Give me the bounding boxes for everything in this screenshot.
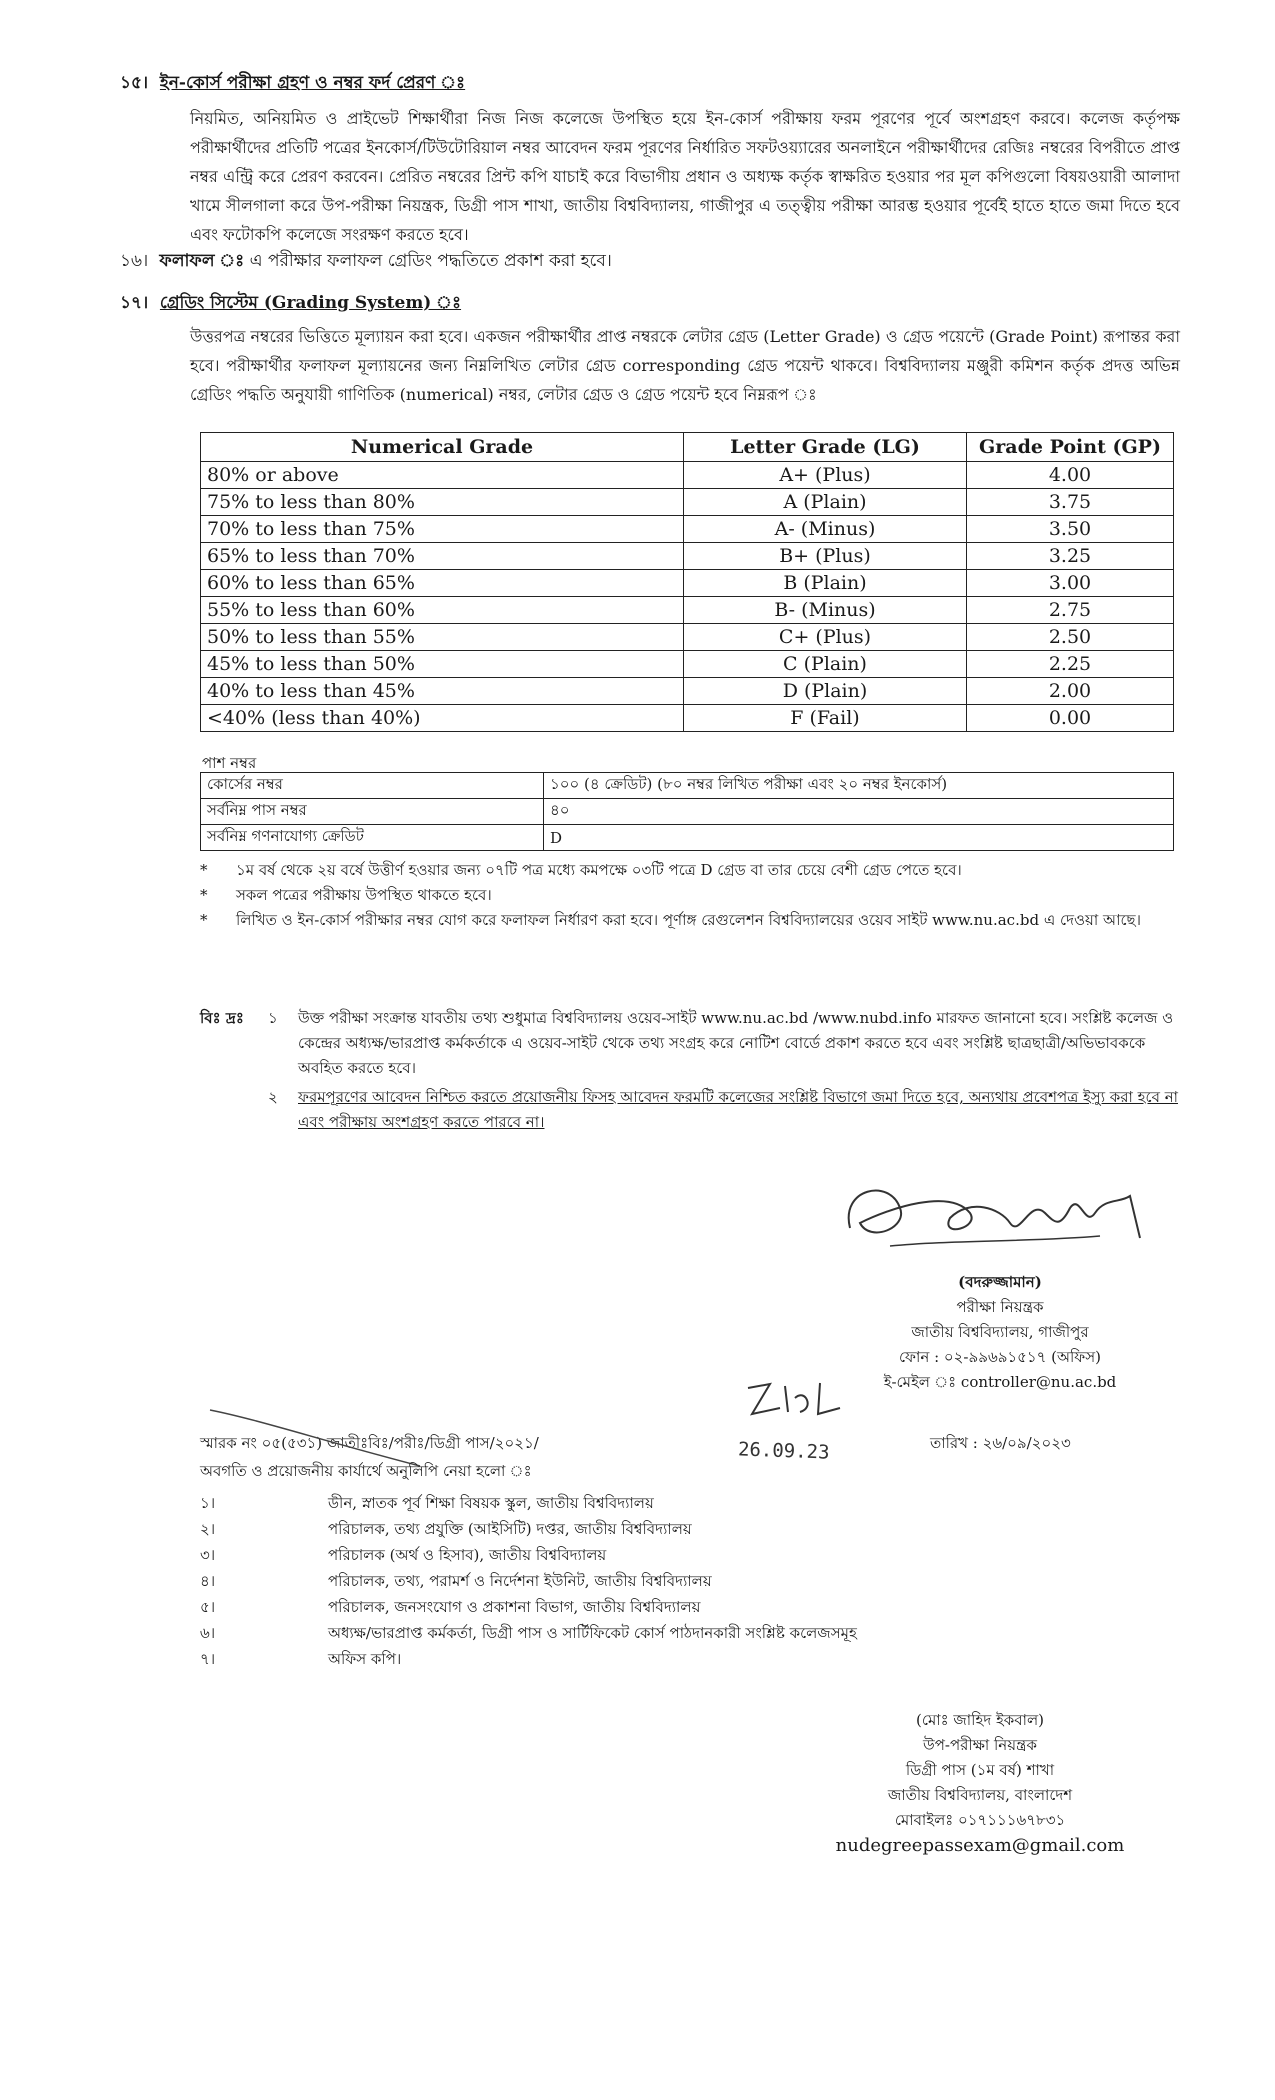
note-item [200, 858, 1180, 883]
grading-table [200, 432, 1174, 732]
cc-item-number: ৬। [200, 1624, 216, 1642]
table-row [201, 516, 1174, 543]
note-bullet: * [200, 911, 208, 929]
signatory-controller [800, 1270, 1160, 1395]
section-16-body: এ পরীক্ষার ফলাফল গ্রেডিং পদ্ধতিতে প্রকাশ করা হবে। [249, 251, 612, 271]
footnote [200, 1006, 1180, 1139]
cc-item-text: পরিচালক, তথ্য, পরামর্শ ও নির্দেশনা ইউনিট, জাতীয় বিশ্ববিদ্যালয় [328, 1572, 712, 1590]
note-text: ১ম বর্ষ থেকে ২য় বর্ষে উত্তীর্ণ হওয়ার জন্য ০৭টি পত্র মধ্যে কমপক্ষে ০৩টি পত্রে D গ্রেড বা তার চেয়ে বেশী গ্রেড পেতে হবে। [236, 861, 962, 879]
table-row [201, 705, 1174, 732]
cc-item-text: অফিস কপি। [328, 1650, 402, 1668]
footnote-item-text: ফরমপূরণের আবেদন নিশ্চিত করতে প্রয়োজনীয় ফিসহ আবেদন ফরমটি কলেজের সংশ্লিষ্ট বিভাগে জমা দিতে হবে, অন্যথায় প্রবেশপত্র ইস্যু করা হবে না এবং পরীক্ষায় অংশগ্রহণ করতে পারবে না। [298, 1088, 1178, 1131]
note-text: সকল পত্রের পরীক্ষায় উপস্থিত থাকতে হবে। [236, 886, 492, 904]
cc-list [200, 1490, 1100, 1672]
footnote-label: বিঃ দ্রঃ [200, 1009, 244, 1027]
numerical-grade-cell: 55% to less than 60% [201, 597, 684, 624]
section-16 [120, 248, 1180, 276]
numerical-grade-cell: 70% to less than 75% [201, 516, 684, 543]
grade-point-cell: 3.50 [967, 516, 1174, 543]
table-row [201, 489, 1174, 516]
table-row [201, 597, 1174, 624]
section-15-title: ইন-কোর্স পরীক্ষা গ্রহণ ও নম্বর ফর্দ প্রেরণ ঃ [159, 73, 466, 93]
handwritten-date: 26.09.23 [737, 1438, 830, 1464]
header-numerical-grade: Numerical Grade [201, 433, 684, 462]
section-16-number: ১৬। [120, 251, 149, 271]
cc-item [200, 1516, 1100, 1542]
letter-grade-cell: C (Plain) [684, 651, 967, 678]
cc-item-number: ৭। [200, 1650, 216, 1668]
deputy-branch: ডিগ্রী পাস (১ম বর্ষ) শাখা [905, 1761, 1055, 1779]
table-row [201, 462, 1174, 489]
letter-grade-cell: C+ (Plus) [684, 624, 967, 651]
footnote-item [268, 1085, 1180, 1135]
controller-email: ই-মেইল ঃ controller@nu.ac.bd [883, 1373, 1117, 1391]
pass-row [201, 825, 1174, 851]
pass-value-cell: ৪০ [544, 799, 1174, 825]
section-15-body: নিয়মিত, অনিয়মিত ও প্রাইভেট শিক্ষার্থীরা নিজ নিজ কলেজে উপস্থিত হয়ে ইন-কোর্স পরীক্ষায় ফরম পূরণের পূর্বে অংশগ্রহণ করবে। কলেজ কর্তৃপক্ষ পরীক্ষার্থীদের প্রতিটি পত্রের ইনকোর্স/টিউটোরিয়াল নম্বর আবেদন ফরম পূরণের নির্ধারিত সফটওয়্যারের অনলাইনে পরীক্ষার্থীদের রেজিঃ নম্বরের বিপরীতে প্রাপ্ত নম্বর এন্ট্রি করে প্রেরণ করবেন। প্রেরিত নম্বরের প্রিন্ট কপি যাচাই করে বিভাগীয় প্রধান ও অধ্যক্ষ কর্তৃক স্বাক্ষরিত হওয়ার পর মূল কপিগুলো বিষয়ওয়ারী আলাদা খামে সীলগালা করে উপ-পরীক্ষা নিয়ন্ত্রক, ডিগ্রী পাস শাখা, জাতীয় বিশ্ববিদ্যালয়, গাজীপুর এ তত্ত্বীয় পরীক্ষা আরম্ভ হওয়ার পূর্বেই হাতে হাতে জমা দিতে হবে এবং ফটোকপি কলেজে সংরক্ষণ করতে হবে। [190, 109, 1180, 244]
letter-grade-cell: F (Fail) [684, 705, 967, 732]
cc-heading: অবগতি ও প্রয়োজনীয় কার্যার্থে অনুলিপি নেয়া হলো ঃ [200, 1462, 532, 1480]
numerical-grade-cell: <40% (less than 40%) [201, 705, 684, 732]
grade-point-cell: 2.75 [967, 597, 1174, 624]
section-15-heading [120, 70, 1180, 98]
grade-point-cell: 3.75 [967, 489, 1174, 516]
deputy-org: জাতীয় বিশ্ববিদ্যালয়, বাংলাদেশ [887, 1786, 1073, 1804]
numerical-grade-cell: 65% to less than 70% [201, 543, 684, 570]
notes-list [200, 858, 1180, 933]
deputy-designation: উপ-পরীক্ষা নিয়ন্ত্রক [923, 1736, 1037, 1754]
footnote-item-text: উক্ত পরীক্ষা সংক্রান্ত যাবতীয় তথ্য শুধুমাত্র বিশ্ববিদ্যালয় ওয়েব-সাইট www.nu.ac.bd /www.nubd.info মারফত জানানো হবে। সংশ্লিষ্ট কলেজ ও কেন্দ্রের অধ্যক্ষ/ভারপ্রাপ্ত কর্মকর্তাকে এ ওয়েব-সাইট থেকে তথ্য সংগ্রহ করে নোটিশ বোর্ডে প্রকাশ করতে হবে এবং সংশ্লিষ্ট ছাত্রছাত্রী/অভিভাবককে অবহিত করতে হবে। [298, 1009, 1174, 1077]
header-letter-grade: Letter Grade (LG) [684, 433, 967, 462]
note-bullet: * [200, 886, 208, 904]
controller-designation: পরীক্ষা নিয়ন্ত্রক [956, 1298, 1044, 1316]
cc-item [200, 1646, 1100, 1672]
numerical-grade-cell: 50% to less than 55% [201, 624, 684, 651]
letter-grade-cell: B+ (Plus) [684, 543, 967, 570]
section-15 [120, 70, 1180, 249]
cc-item-text: পরিচালক (অর্থ ও হিসাব), জাতীয় বিশ্ববিদ্যালয় [328, 1546, 607, 1564]
memo-date: তারিখ : ২৬/০৯/২০২৩ [930, 1434, 1071, 1452]
grade-point-cell: 0.00 [967, 705, 1174, 732]
cc-item-text: পরিচালক, জনসংযোগ ও প্রকাশনা বিভাগ, জাতীয় বিশ্ববিদ্যালয় [328, 1598, 701, 1616]
cc-item [200, 1620, 1100, 1646]
grading-table-header [201, 433, 1174, 462]
initials-scribble [740, 1378, 850, 1428]
section-17-body: উত্তরপত্র নম্বরের ভিত্তিতে মূল্যায়ন করা হবে। একজন পরীক্ষার্থীর প্রাপ্ত নম্বরকে লেটার গ্রেড (Letter Grade) ও গ্রেড পয়েন্টে (Grade Point) রূপান্তর করা হবে। পরীক্ষার্থীর ফলাফল মূল্যায়নের জন্য নিম্নলিখিত লেটার গ্রেড corresponding গ্রেড পয়েন্ট থাকবে। বিশ্ববিদ্যালয় মঞ্জুরী কমিশন কর্তৃক প্রদত্ত অভিন্ন গ্রেডিং পদ্ধতি অনুযায়ী গাণিতিক (numerical) নম্বর, লেটার গ্রেড ও গ্রেড পয়েন্ট হবে নিম্নরূপ ঃ [190, 327, 1180, 404]
section-16-heading [120, 248, 1180, 276]
table-row [201, 651, 1174, 678]
controller-phone: ফোন : ০২-৯৯৬৯১৫১৭ (অফিস) [898, 1348, 1102, 1366]
letter-grade-cell: D (Plain) [684, 678, 967, 705]
section-17-heading [120, 290, 1180, 318]
cc-item-number: ৫। [200, 1598, 216, 1616]
section-16-title: ফলাফল ঃ [159, 251, 245, 271]
signatory-deputy [780, 1708, 1180, 1858]
pass-value-cell: ১০০ (৪ ক্রেডিট) (৮০ নম্বর লিখিত পরীক্ষা এবং ২০ নম্বর ইনকোর্স) [544, 773, 1174, 799]
numerical-grade-cell: 75% to less than 80% [201, 489, 684, 516]
footnote-item-number: ১ [268, 1009, 278, 1027]
pass-row [201, 773, 1174, 799]
cc-item [200, 1568, 1100, 1594]
memo-reference: স্মারক নং ০৫(৫৩১) জাতীঃবিঃ/পরীঃ/ডিগ্রী পাস/২০২১/ [200, 1434, 539, 1452]
pass-label-cell: সর্বনিম্ন গণনাযোগ্য ক্রেডিট [201, 825, 544, 851]
note-text: লিখিত ও ইন-কোর্স পরীক্ষার নম্বর যোগ করে ফলাফল নির্ধারণ করা হবে। পূর্ণাঙ্গ রেগুলেশন বিশ্ববিদ্যালয়ের ওয়েব সাইট www.nu.ac.bd এ দেওয়া আছে। [236, 911, 1141, 929]
section-17-title: গ্রেডিং সিস্টেম (Grading System) ঃ [159, 293, 462, 313]
controller-org: জাতীয় বিশ্ববিদ্যালয়, গাজীপুর [911, 1323, 1089, 1341]
letter-grade-cell: A+ (Plus) [684, 462, 967, 489]
footnote-item [268, 1006, 1180, 1081]
table-row [201, 543, 1174, 570]
grade-point-cell: 2.50 [967, 624, 1174, 651]
pass-marks-label: পাশ নম্বর [202, 754, 257, 772]
note-bullet: * [200, 861, 208, 879]
table-row [201, 624, 1174, 651]
table-row [201, 570, 1174, 597]
cc-item [200, 1490, 1100, 1516]
letter-grade-cell: B (Plain) [684, 570, 967, 597]
numerical-grade-cell: 45% to less than 50% [201, 651, 684, 678]
grade-point-cell: 4.00 [967, 462, 1174, 489]
cc-item-number: ৩। [200, 1546, 216, 1564]
controller-name: (বদরুজ্জামান) [958, 1273, 1042, 1291]
footnote-item-number: ২ [268, 1088, 278, 1106]
cc-item [200, 1542, 1100, 1568]
deputy-mobile: মোবাইলঃ ০১৭১১১৬৭৮৩১ [894, 1811, 1066, 1829]
pass-value-cell: D [544, 825, 1174, 851]
deputy-email: nudegreepassexam@gmail.com [835, 1835, 1125, 1856]
pass-label-cell: কোর্সের নম্বর [201, 773, 544, 799]
pass-label-cell: সর্বনিম্ন পাস নম্বর [201, 799, 544, 825]
numerical-grade-cell: 60% to less than 65% [201, 570, 684, 597]
header-grade-point: Grade Point (GP) [967, 433, 1174, 462]
numerical-grade-cell: 40% to less than 45% [201, 678, 684, 705]
table-row [201, 678, 1174, 705]
grade-point-cell: 2.25 [967, 651, 1174, 678]
cc-item-number: ১। [200, 1494, 216, 1512]
cc-item-number: ২। [200, 1520, 216, 1538]
section-15-number: ১৫। [120, 73, 149, 93]
pass-row [201, 799, 1174, 825]
cc-item-text: পরিচালক, তথ্য প্রযুক্তি (আইসিটি) দপ্তর, জাতীয় বিশ্ববিদ্যালয় [328, 1520, 692, 1538]
cc-item [200, 1594, 1100, 1620]
letter-grade-cell: A (Plain) [684, 489, 967, 516]
pass-marks-table [200, 772, 1174, 851]
cc-item-text: অধ্যক্ষ/ভারপ্রাপ্ত কর্মকর্তা, ডিগ্রী পাস ও সার্টিফিকেট কোর্স পাঠদানকারী সংশ্লিষ্ট কলেজসমূহ [328, 1624, 857, 1642]
deputy-name: (মোঃ জাহিদ ইকবাল) [916, 1711, 1044, 1729]
cc-item-text: ডীন, স্নাতক পূর্ব শিক্ষা বিষয়ক স্কুল, জাতীয় বিশ্ববিদ্যালয় [328, 1494, 654, 1512]
signature-controller [830, 1168, 1160, 1268]
section-17 [120, 290, 1180, 409]
cc-item-number: ৪। [200, 1572, 216, 1590]
grade-point-cell: 3.00 [967, 570, 1174, 597]
letter-grade-cell: A- (Minus) [684, 516, 967, 543]
note-item [200, 883, 1180, 908]
section-17-number: ১৭। [120, 293, 149, 313]
note-item [200, 908, 1180, 933]
grade-point-cell: 2.00 [967, 678, 1174, 705]
letter-grade-cell: B- (Minus) [684, 597, 967, 624]
numerical-grade-cell: 80% or above [201, 462, 684, 489]
grade-point-cell: 3.25 [967, 543, 1174, 570]
